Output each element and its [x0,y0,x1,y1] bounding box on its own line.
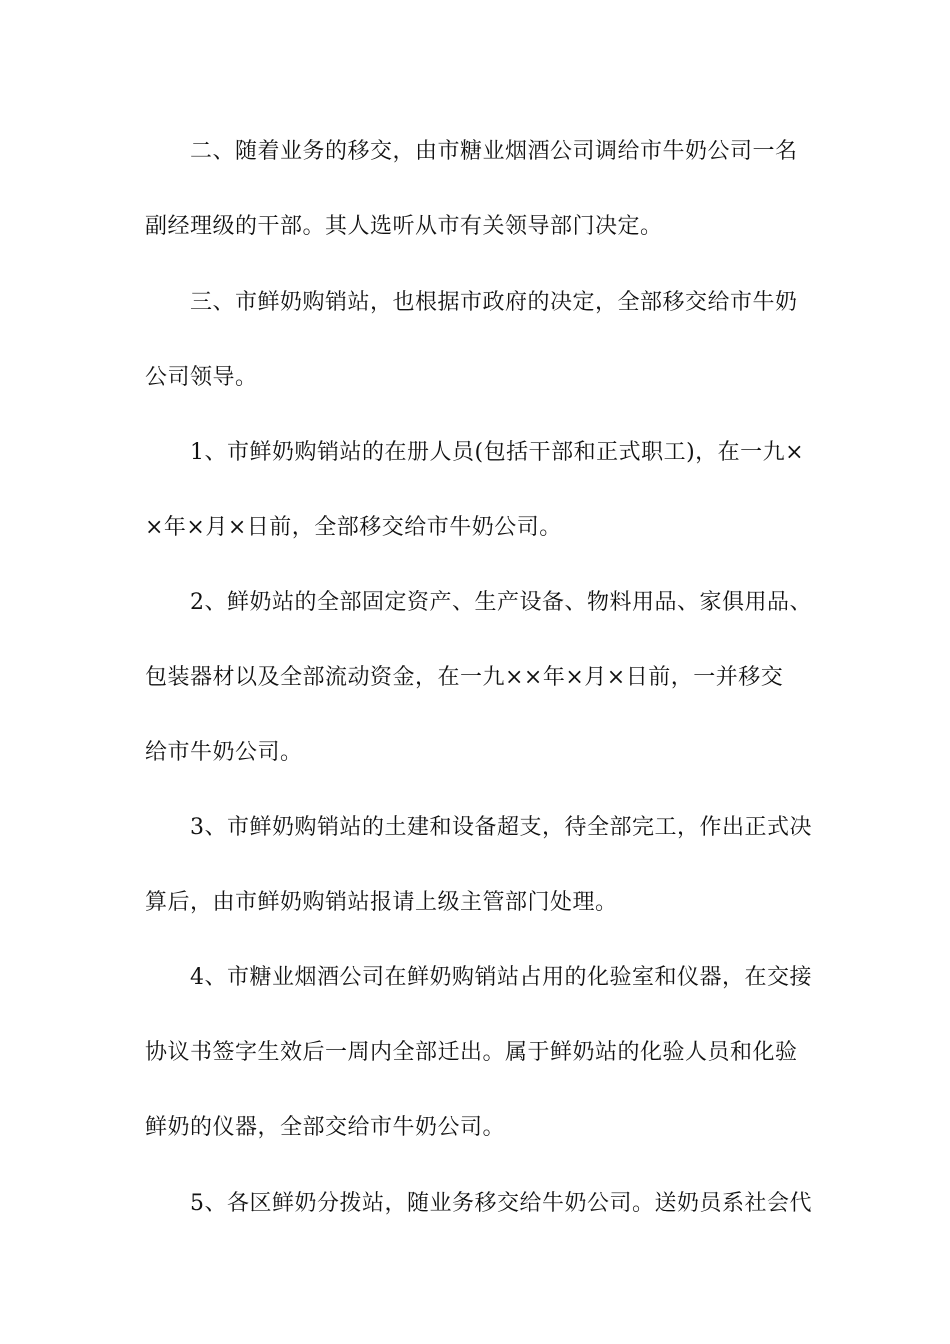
paragraph-line: 2、鲜奶站的全部固定资产、生产设备、物料用品、家俱用品、 [190,590,812,615]
paragraph-line: 1、市鲜奶购销站的在册人员(包括干部和正式职工)，在一九× [190,440,805,465]
paragraph-line: 副经理级的干部。其人选听从市有关领导部门决定。 [145,214,663,239]
paragraph-line: 二、随着业务的移交，由市糖业烟酒公司调给市牛奶公司一名 [190,139,798,164]
paragraph-line: 给市牛奶公司。 [145,740,303,765]
paragraph-line: 公司领导。 [145,365,258,390]
paragraph-line: 协议书签字生效后一周内全部迁出。属于鲜奶站的化验人员和化验 [145,1040,798,1065]
paragraph-line: 鲜奶的仪器，全部交给市牛奶公司。 [145,1115,506,1140]
paragraph-line: 4、市糖业烟酒公司在鲜奶购销站占用的化验室和仪器，在交接 [190,965,812,990]
paragraph-line: 三、市鲜奶购销站，也根据市政府的决定，全部移交给市牛奶 [190,290,798,315]
paragraph-line: 3、市鲜奶购销站的土建和设备超支，待全部完工，作出正式决 [190,815,812,840]
paragraph-line: ×年×月×日前，全部移交给市牛奶公司。 [145,515,562,540]
paragraph-line: 包装器材以及全部流动资金，在一九××年×月×日前，一并移交 [145,665,784,690]
paragraph-line: 算后，由市鲜奶购销站报请上级主管部门处理。 [145,890,618,915]
paragraph-line: 5、各区鲜奶分拨站，随业务移交给牛奶公司。送奶员系社会代 [190,1191,812,1216]
